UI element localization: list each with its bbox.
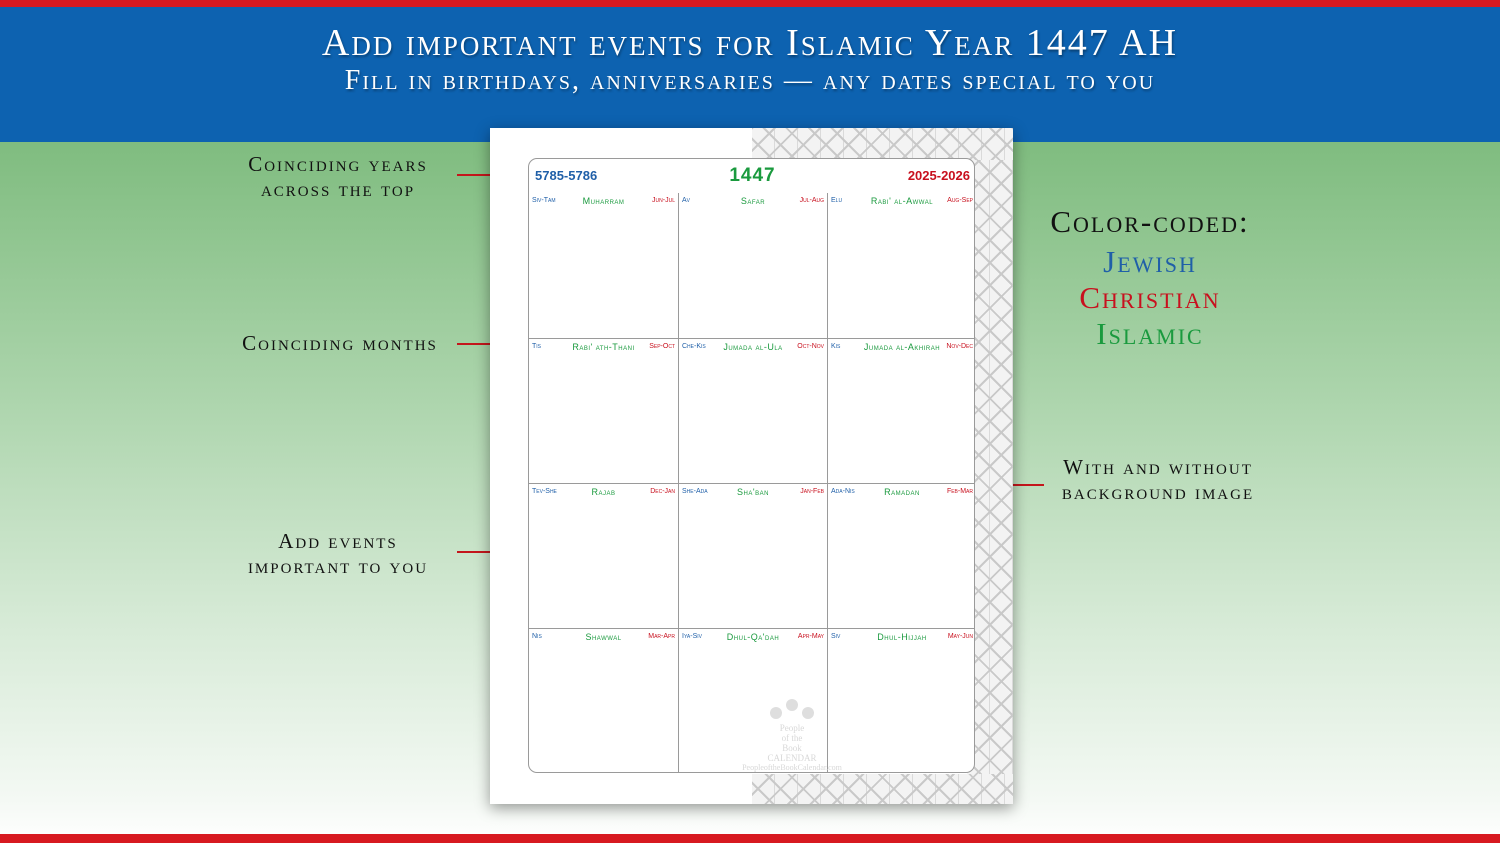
callout-background-image: [1040, 455, 1276, 505]
header-banner: [0, 7, 1500, 142]
christian-month: May-Jun: [947, 633, 973, 640]
banner-title: Add important events for Islamic Year 1447 AH: [321, 22, 1179, 64]
month-cell[interactable]: [529, 338, 678, 483]
callout-coinciding-years: [225, 152, 451, 202]
month-grid: [529, 193, 975, 773]
color-legend: [1020, 204, 1280, 352]
islamic-month: Dhul-Qa'dah: [726, 632, 780, 642]
jewish-month: Che-Kis: [682, 343, 706, 350]
jewish-month: Tev-She: [532, 488, 557, 495]
christian-month: Feb-Mar: [946, 488, 973, 495]
christian-month: Dec-Jan: [650, 488, 675, 495]
calendar-year-header: [529, 159, 975, 193]
background-pattern-bottom: [752, 774, 1013, 804]
month-cell[interactable]: [827, 193, 975, 338]
jewish-month: Av: [682, 197, 691, 204]
jewish-month: She-Ada: [682, 488, 708, 495]
month-cell[interactable]: [529, 483, 678, 628]
jewish-month: Ada-Nis: [831, 488, 855, 495]
islamic-month: Rabi' al-Awwal: [870, 196, 934, 206]
islamic-month: Muharram: [582, 196, 625, 206]
jewish-month: Kis: [831, 343, 841, 350]
jewish-month: Nis: [532, 633, 542, 640]
christian-month: Jul-Aug: [799, 197, 824, 204]
callout-years-line1: Coinciding years: [248, 152, 428, 176]
watermark-line2: of the: [781, 733, 803, 743]
callout-background-line2: background image: [1061, 480, 1255, 504]
christian-month: Oct-Nov: [797, 343, 824, 350]
islamic-month: Safar: [740, 196, 766, 206]
jewish-years: 5785-5786: [535, 168, 598, 183]
islamic-year: 1447: [729, 165, 776, 186]
christian-month: Aug-Sep: [947, 197, 973, 204]
watermark-logo-icon: [762, 699, 822, 723]
background-pattern-top: [752, 128, 1013, 160]
islamic-month: Jumada al-Akhirah: [863, 342, 941, 352]
islamic-month: Jumada al-Ula: [723, 342, 783, 352]
christian-month: Jan-Feb: [800, 488, 824, 495]
banner-subtitle: Fill in birthdays, anniversaries — any dates special to you: [344, 65, 1156, 96]
legend-christian: Christian: [1079, 280, 1221, 315]
islamic-month: Ramadan: [884, 487, 920, 497]
month-cell[interactable]: [529, 193, 678, 338]
islamic-month: Rabi' ath-Thani: [572, 342, 635, 352]
christian-years: 2025-2026: [907, 168, 970, 183]
islamic-month: Rajab: [591, 487, 616, 497]
publisher-watermark-logo: [727, 699, 857, 772]
legend-jewish: Jewish: [1103, 244, 1197, 279]
watermark-line4: CALENDAR: [767, 753, 817, 763]
christian-month: Mar-Apr: [648, 633, 675, 640]
callout-background-line1: With and without: [1063, 455, 1253, 479]
calendar-page-preview: [490, 128, 1013, 804]
jewish-month: Iya-Siv: [682, 633, 702, 640]
islamic-month: Shawwal: [585, 632, 622, 642]
callout-coinciding-months: Coinciding months: [242, 331, 438, 355]
watermark-url: PeopleoftheBookCalendar.com: [742, 763, 842, 772]
legend-islamic: Islamic: [1096, 316, 1204, 351]
month-cell[interactable]: [678, 338, 827, 483]
month-cell[interactable]: [827, 483, 975, 628]
month-cell[interactable]: [827, 338, 975, 483]
top-red-stripe: [0, 0, 1500, 7]
legend-title: Color-coded:: [1050, 204, 1250, 239]
islamic-month: Dhul-Hijjah: [877, 632, 927, 642]
bottom-red-stripe: [0, 834, 1500, 843]
jewish-month: Siv: [831, 633, 841, 640]
callout-add-events: [225, 529, 451, 579]
christian-month: Jun-Jul: [652, 197, 675, 204]
calendar-frame: [528, 158, 975, 773]
christian-month: Apr-May: [797, 633, 824, 640]
watermark-line3: Book: [782, 743, 802, 753]
watermark-line1: People: [779, 723, 805, 733]
callout-events-line1: Add events: [278, 529, 398, 553]
christian-month: Sep-Oct: [649, 343, 675, 350]
islamic-month: Sha'ban: [737, 487, 769, 497]
jewish-month: Tis: [532, 343, 541, 350]
jewish-month: Siv-Tam: [532, 197, 556, 204]
jewish-month: Elu: [831, 197, 843, 204]
month-cell[interactable]: [529, 628, 678, 773]
month-cell[interactable]: [678, 193, 827, 338]
callout-years-line2: across the top: [260, 177, 416, 201]
callout-events-line2: important to you: [247, 554, 429, 578]
month-cell[interactable]: [678, 483, 827, 628]
christian-month: Nov-Dec: [946, 343, 973, 350]
